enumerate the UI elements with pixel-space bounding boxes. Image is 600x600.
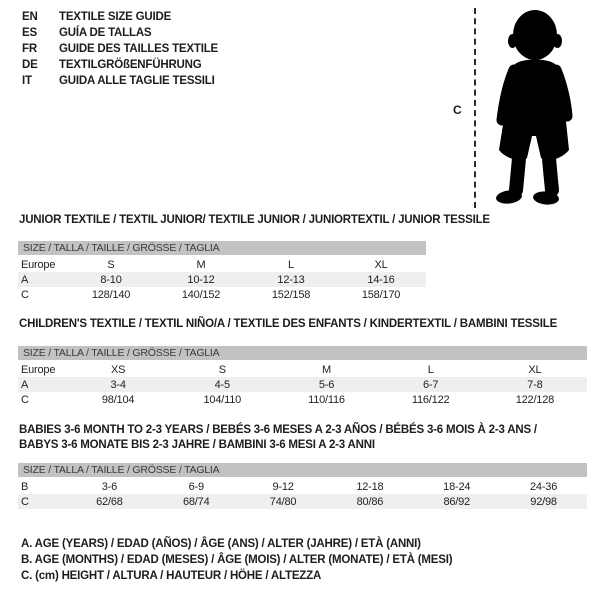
table-row <box>18 257 426 272</box>
value-cell: 7-8 <box>483 377 587 392</box>
language-code: FR <box>22 43 37 55</box>
row-label-cell: A <box>18 272 66 287</box>
language-row <box>22 25 218 41</box>
value-cell: 152/158 <box>271 288 311 301</box>
language-title: GUÍA DE TALLAS <box>59 27 152 39</box>
size-header-bar: SIZE / TALLA / TAILLE / GRÖSSE / TAGLIA <box>18 463 587 477</box>
value-cell: M <box>321 363 331 376</box>
value-cell: 68/74 <box>153 494 240 509</box>
value-cell: 116/122 <box>411 393 450 406</box>
value-cell: M <box>196 258 206 271</box>
language-title: TEXTILE SIZE GUIDE <box>59 11 172 23</box>
value-cell: 5-6 <box>274 377 378 392</box>
value-cell: 12-18 <box>356 480 384 493</box>
language-code: EN <box>22 11 38 23</box>
value-cell: 14-16 <box>336 272 426 287</box>
language-row <box>22 73 218 89</box>
row-label-cell: Europe <box>21 258 56 271</box>
junior-section-heading: JUNIOR TEXTILE / TEXTIL JUNIOR/ TEXTILE JUNIOR / JUNIORTEXTIL / JUNIOR TESSILE <box>19 214 490 226</box>
value-cell: 128/140 <box>91 288 131 301</box>
row-label-cell: B <box>21 480 29 493</box>
value-cell: 98/104 <box>101 393 135 406</box>
value-cell: XS <box>110 363 126 376</box>
value-cell: S <box>218 363 226 376</box>
note-line: C. (cm) HEIGHT / ALTURA / HAUTEUR / HÖHE / ALTEZZA <box>21 570 322 582</box>
babies-heading-line1: BABIES 3-6 MONTH TO 2-3 YEARS / BEBÉS 3-6 MESES A 2-3 AÑOS / BÉBÉS 3-6 MOIS À 2-3 ANS / <box>19 424 537 436</box>
junior-size-table <box>18 241 426 302</box>
table-row <box>18 362 587 377</box>
value-cell: 6-7 <box>379 377 483 392</box>
note-line: A. AGE (YEARS) / EDAD (AÑOS) / ÂGE (ANS) / ALTER (JAHRE) / ETÀ (ANNI) <box>21 538 421 550</box>
value-cell: XL <box>528 363 542 376</box>
table-row <box>18 377 587 392</box>
language-title-list <box>22 9 218 89</box>
table-row <box>18 479 587 494</box>
language-row <box>22 57 218 73</box>
children-section-heading: CHILDREN'S TEXTILE / TEXTIL NIÑO/A / TEXTILE DES ENFANTS / KINDERTEXTIL / BAMBINI TESSILE <box>19 318 558 330</box>
note-line: B. AGE (MONTHS) / EDAD (MESES) / ÂGE (MOIS) / ALTER (MONATE) / ETÀ (MESI) <box>21 554 453 566</box>
value-cell: 3-4 <box>66 377 170 392</box>
language-title: TEXTILGRÖßENFÜHRUNG <box>59 59 202 71</box>
language-row <box>22 41 218 57</box>
value-cell: L <box>288 258 294 271</box>
size-header-bar: SIZE / TALLA / TAILLE / GRÖSSE / TAGLIA <box>18 346 587 360</box>
value-cell: L <box>427 363 434 376</box>
value-cell: 12-13 <box>246 272 336 287</box>
row-label-cell: A <box>18 377 66 392</box>
value-cell: 6-9 <box>188 480 204 493</box>
height-dashed-line <box>474 8 476 208</box>
value-cell: 104/110 <box>203 393 242 406</box>
language-row <box>22 9 218 25</box>
table-row <box>18 287 426 302</box>
value-cell: 10-12 <box>156 272 246 287</box>
value-cell: 9-12 <box>272 480 294 493</box>
table-row <box>18 272 426 287</box>
babies-size-table <box>18 463 587 509</box>
value-cell: 92/98 <box>500 494 587 509</box>
value-cell: 80/86 <box>326 494 413 509</box>
value-cell: 86/92 <box>413 494 500 509</box>
row-label-cell: C <box>21 393 29 406</box>
value-cell: 110/116 <box>308 393 345 406</box>
babies-heading-line2: BABYS 3-6 MONATE BIS 2-3 JAHRE / BAMBINI 3-6 MESI A 2-3 ANNI <box>19 438 375 451</box>
legend-notes <box>21 536 452 584</box>
value-cell: 24-36 <box>530 480 558 493</box>
value-cell: 122/128 <box>515 393 555 406</box>
table-row <box>18 392 587 407</box>
value-cell: 62/68 <box>66 494 153 509</box>
value-cell: 4-5 <box>170 377 274 392</box>
value-cell: 140/152 <box>181 288 221 301</box>
table-row <box>18 494 587 509</box>
row-label-cell: C <box>18 494 66 509</box>
language-code: DE <box>22 59 38 71</box>
value-cell: XL <box>374 258 388 271</box>
row-label-cell: C <box>21 288 29 301</box>
value-cell: 158/170 <box>361 288 401 301</box>
children-size-table <box>18 346 587 407</box>
baby-silhouette-icon <box>483 8 587 208</box>
language-title: GUIDA ALLE TAGLIE TESSILI <box>59 75 215 87</box>
value-cell: 3-6 <box>101 480 118 493</box>
value-cell: S <box>107 258 115 271</box>
value-cell: 18-24 <box>443 480 471 493</box>
size-header-bar: SIZE / TALLA / TAILLE / GRÖSSE / TAGLIA <box>18 241 426 255</box>
babies-section-heading <box>19 423 588 452</box>
language-code: ES <box>22 27 37 39</box>
value-cell: 74/80 <box>240 494 327 509</box>
height-c-label: C <box>453 103 462 117</box>
row-label-cell: Europe <box>21 363 56 376</box>
value-cell: 8-10 <box>66 272 156 287</box>
language-code: IT <box>22 75 32 87</box>
language-title: GUIDE DES TAILLES TEXTILE <box>59 43 218 55</box>
